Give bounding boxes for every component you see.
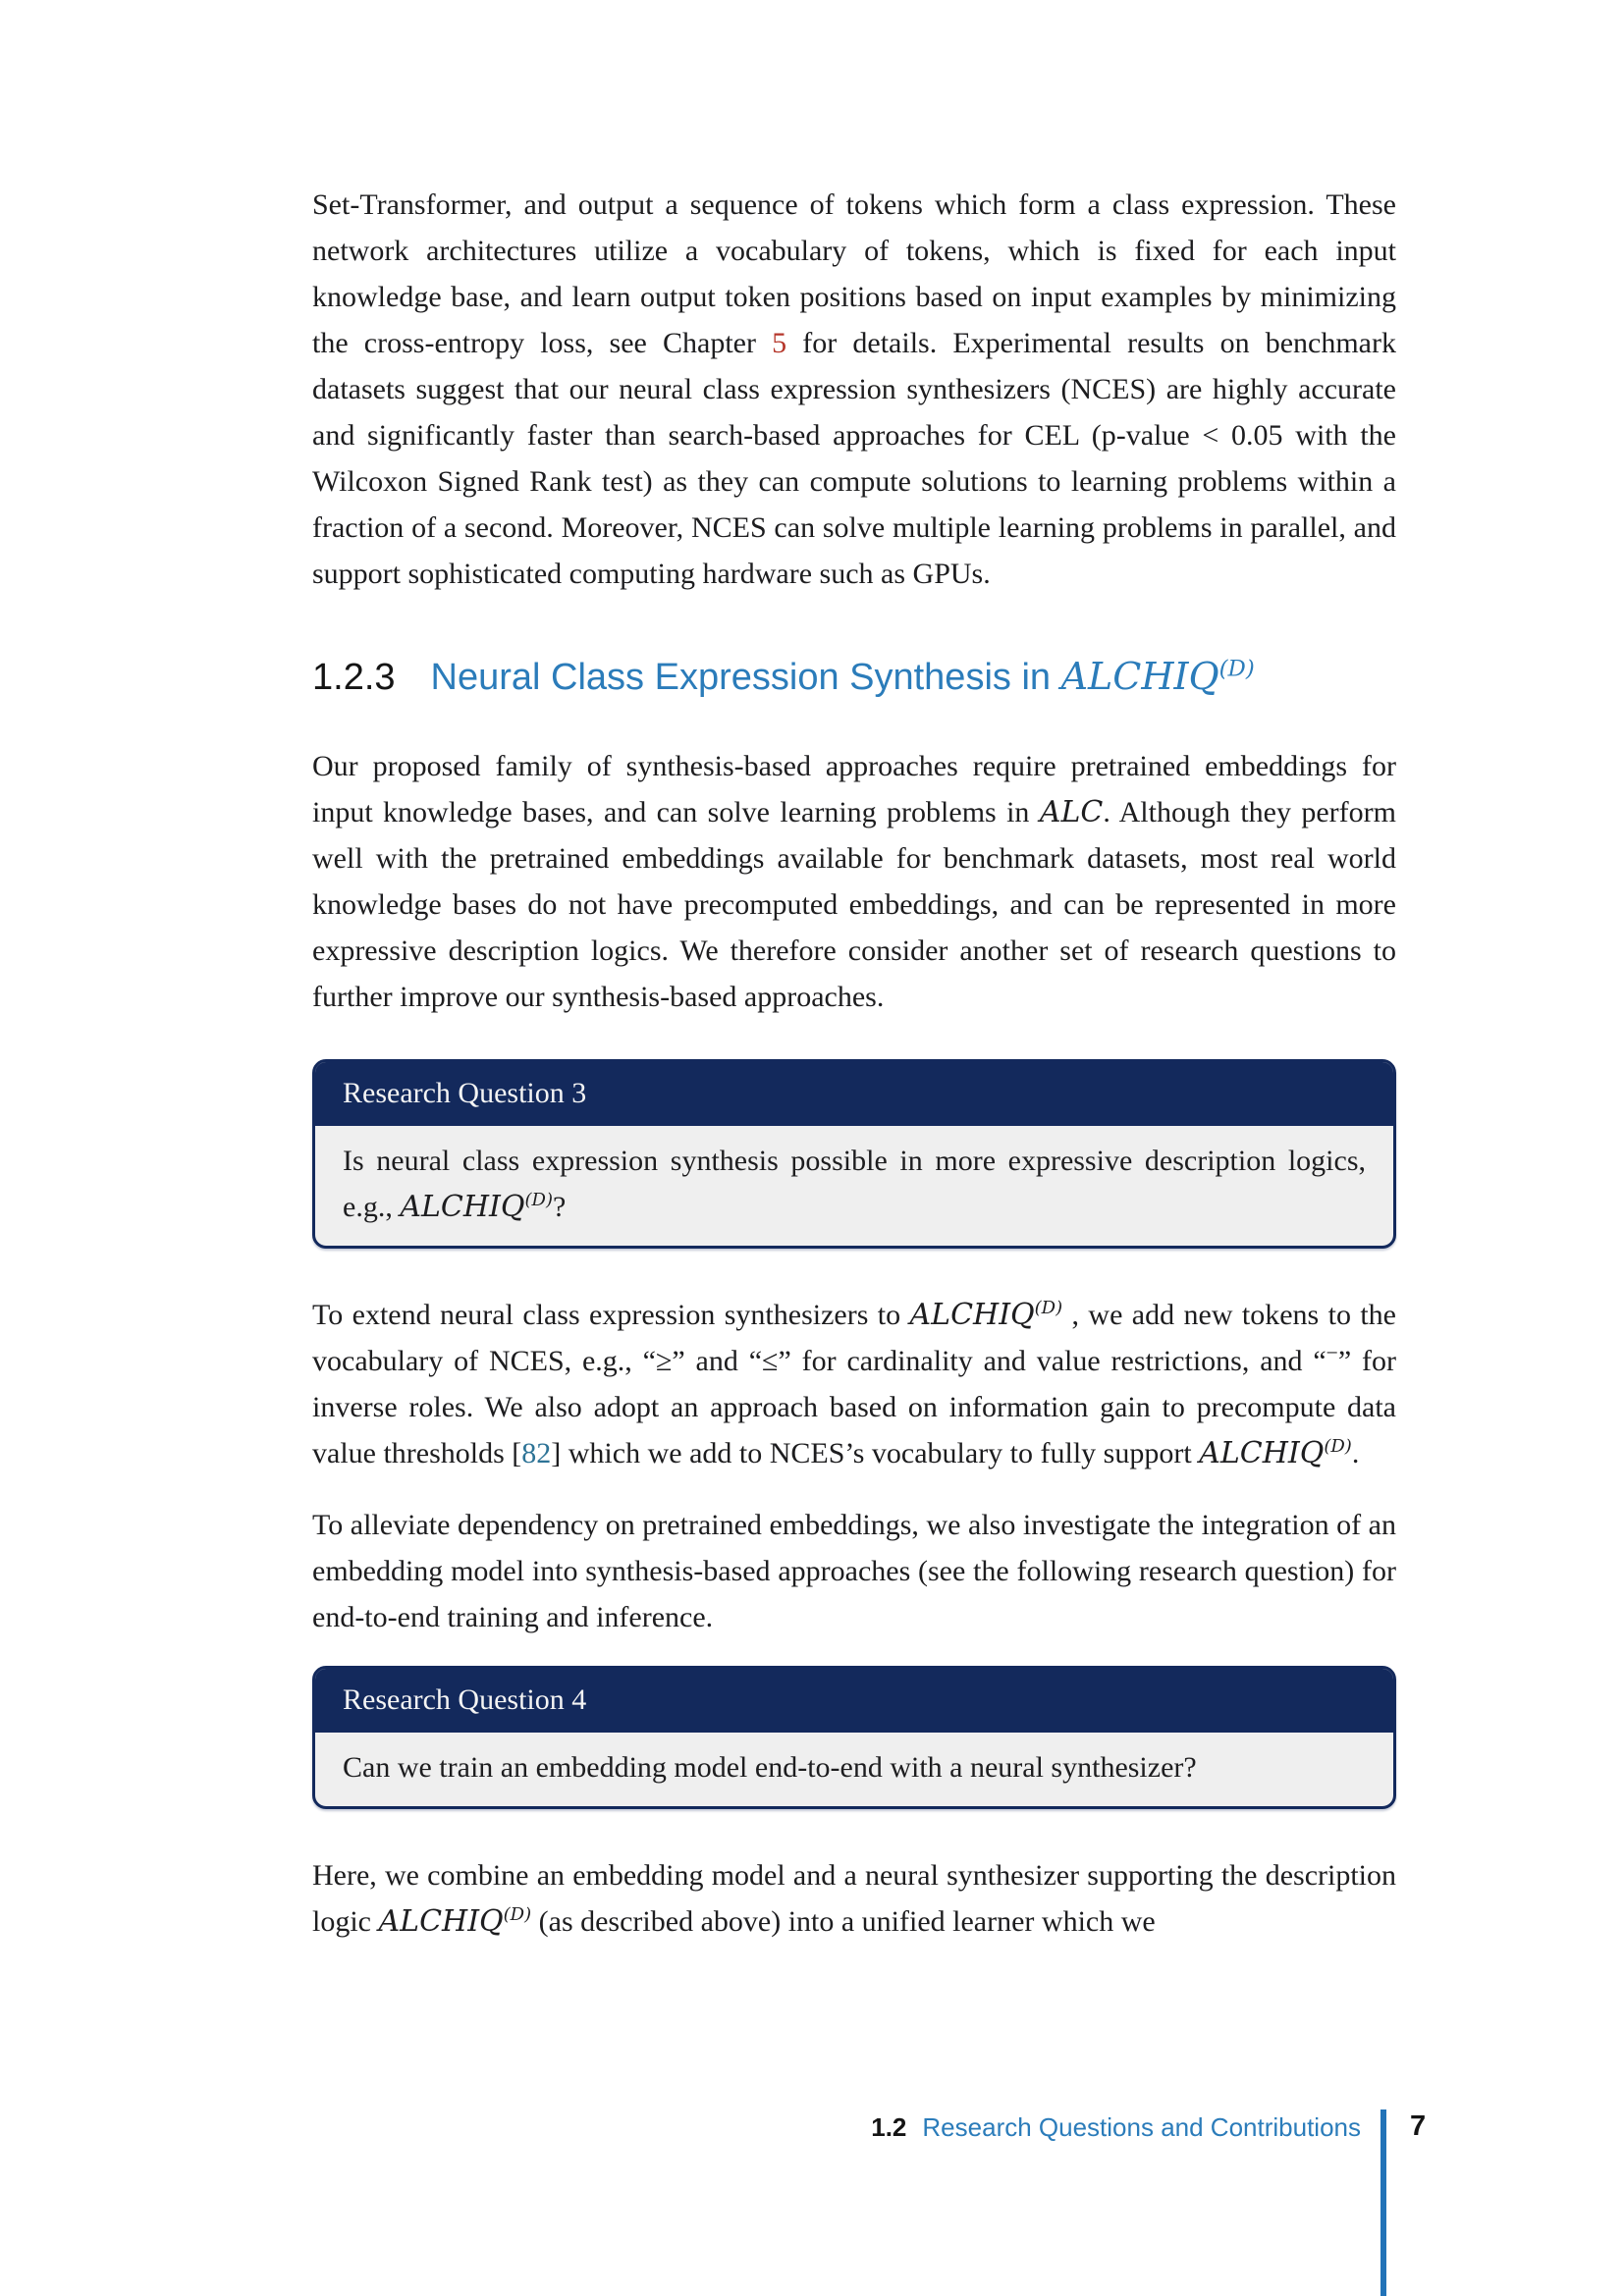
inverse-role-symbol: −	[1326, 1341, 1338, 1364]
footer	[871, 2112, 1361, 2142]
section-number: 1.2.3	[312, 657, 396, 698]
footer-section-link[interactable]: Research Questions and Contributions	[922, 2112, 1361, 2142]
logic-name-alchiq: ALCHIQ	[400, 1190, 525, 1224]
paragraph-text: ] which we add to NCES’s vocabulary to fully support	[551, 1437, 1200, 1469]
paragraph-text: Here, we combine an embedding model and a neural synthesizer supporting the description logic	[312, 1859, 1396, 1938]
logic-superscript: (D)	[1034, 1298, 1063, 1318]
logic-superscript: (D)	[524, 1190, 553, 1210]
paragraph-text: Our proposed family of synthesis-based approaches require pretrained embeddings for input knowledge bases, and can solve learning problems in	[312, 750, 1396, 828]
logic-name-alc: ALC	[1039, 795, 1104, 829]
paragraph-text: for details. Experimental results on benchmark datasets suggest that our neural class expression synthesizers (NCES) are highly accurate and significantly faster than search-based approaches for CEL (p-value < 0.05 with the Wilcoxon Signed Rank test) as they can compute solutions to learning problems within a fraction of a second. Moreover, NCES can solve multiple learning problems in parallel, and support sophisticated computing hardware such as GPUs.	[312, 327, 1396, 590]
paragraph-extend-nces	[312, 1292, 1396, 1476]
paragraph-text: Can we train an embedding model end-to-end with a neural synthesizer?	[343, 1751, 1197, 1784]
section-title: Neural Class Expression Synthesis in	[430, 657, 1061, 698]
logic-name-alchiq: ALCHIQ	[1199, 1436, 1325, 1470]
paragraph-text: To extend neural class expression synthesizers to	[312, 1299, 910, 1331]
research-question-4-box	[312, 1666, 1396, 1809]
research-question-3-box	[312, 1059, 1396, 1249]
logic-name-alchiq: ALCHIQ	[378, 1904, 504, 1939]
page-number: 7	[1410, 2110, 1427, 2142]
paragraph-text: , we add new tokens to the vocabulary of NCES, e.g., “≥” and “≤” for cardinality and value restrictions, and “	[312, 1299, 1396, 1377]
content-column	[312, 182, 1396, 1945]
citation-82-link[interactable]: 82	[521, 1437, 552, 1469]
paragraph-text: . Although they perform well with the pretrained embeddings available for benchmark datasets, most real world knowledge bases do not have precomputed embeddings, and can be represented in more expressive description logics. We therefore consider another set of research questions to further improve our synthesis-based approaches.	[312, 796, 1396, 1013]
research-question-4-body	[315, 1733, 1393, 1806]
paragraph-text: .	[1351, 1437, 1360, 1469]
chapter-5-link[interactable]: 5	[772, 327, 787, 359]
research-question-4-header	[315, 1669, 1393, 1733]
section-heading-1-2-3	[312, 652, 1396, 702]
paragraph-text: (as described above) into a unified learner which we	[531, 1905, 1156, 1938]
paragraph-nces-overview	[312, 182, 1396, 597]
paragraph-proposed-family	[312, 743, 1396, 1020]
research-question-4-title: Research Question 4	[343, 1683, 587, 1716]
paragraph-text: Is neural class expression synthesis possible in more expressive description logics, e.g.,	[343, 1145, 1366, 1223]
paragraph-text: To alleviate dependency on pretrained embeddings, we also investigate the integration of an embedding model into synthesis-based approaches (see the following research question) for end-to-end training and inference.	[312, 1509, 1396, 1633]
footer-section-number: 1.2	[871, 2112, 907, 2142]
logic-superscript: (D)	[503, 1904, 532, 1925]
research-question-3-header	[315, 1062, 1393, 1126]
logic-superscript: (D)	[1324, 1436, 1352, 1457]
paragraph-text: ?	[552, 1191, 567, 1223]
footer-divider-rule	[1380, 2109, 1386, 2296]
section-title-superscript: (D)	[1218, 656, 1255, 682]
section-title-logic-name: ALCHIQ	[1060, 655, 1219, 698]
research-question-3-title: Research Question 3	[343, 1077, 587, 1109]
research-question-3-body	[315, 1126, 1393, 1246]
paragraph-combine-models	[312, 1852, 1396, 1945]
paragraph-text: ” for inverse roles. We also adopt an approach based on information gain to precompute data value thresholds [	[312, 1345, 1396, 1469]
logic-name-alchiq: ALCHIQ	[909, 1298, 1035, 1332]
paragraph-text: Set-Transformer, and output a sequence of tokens which form a class expression. These network architectures utilize a vocabulary of tokens, which is fixed for each input knowledge base, and learn output token positions based on input examples by minimizing the cross-entropy loss, see Chapter	[312, 188, 1396, 359]
paragraph-alleviate-dependency	[312, 1502, 1396, 1640]
